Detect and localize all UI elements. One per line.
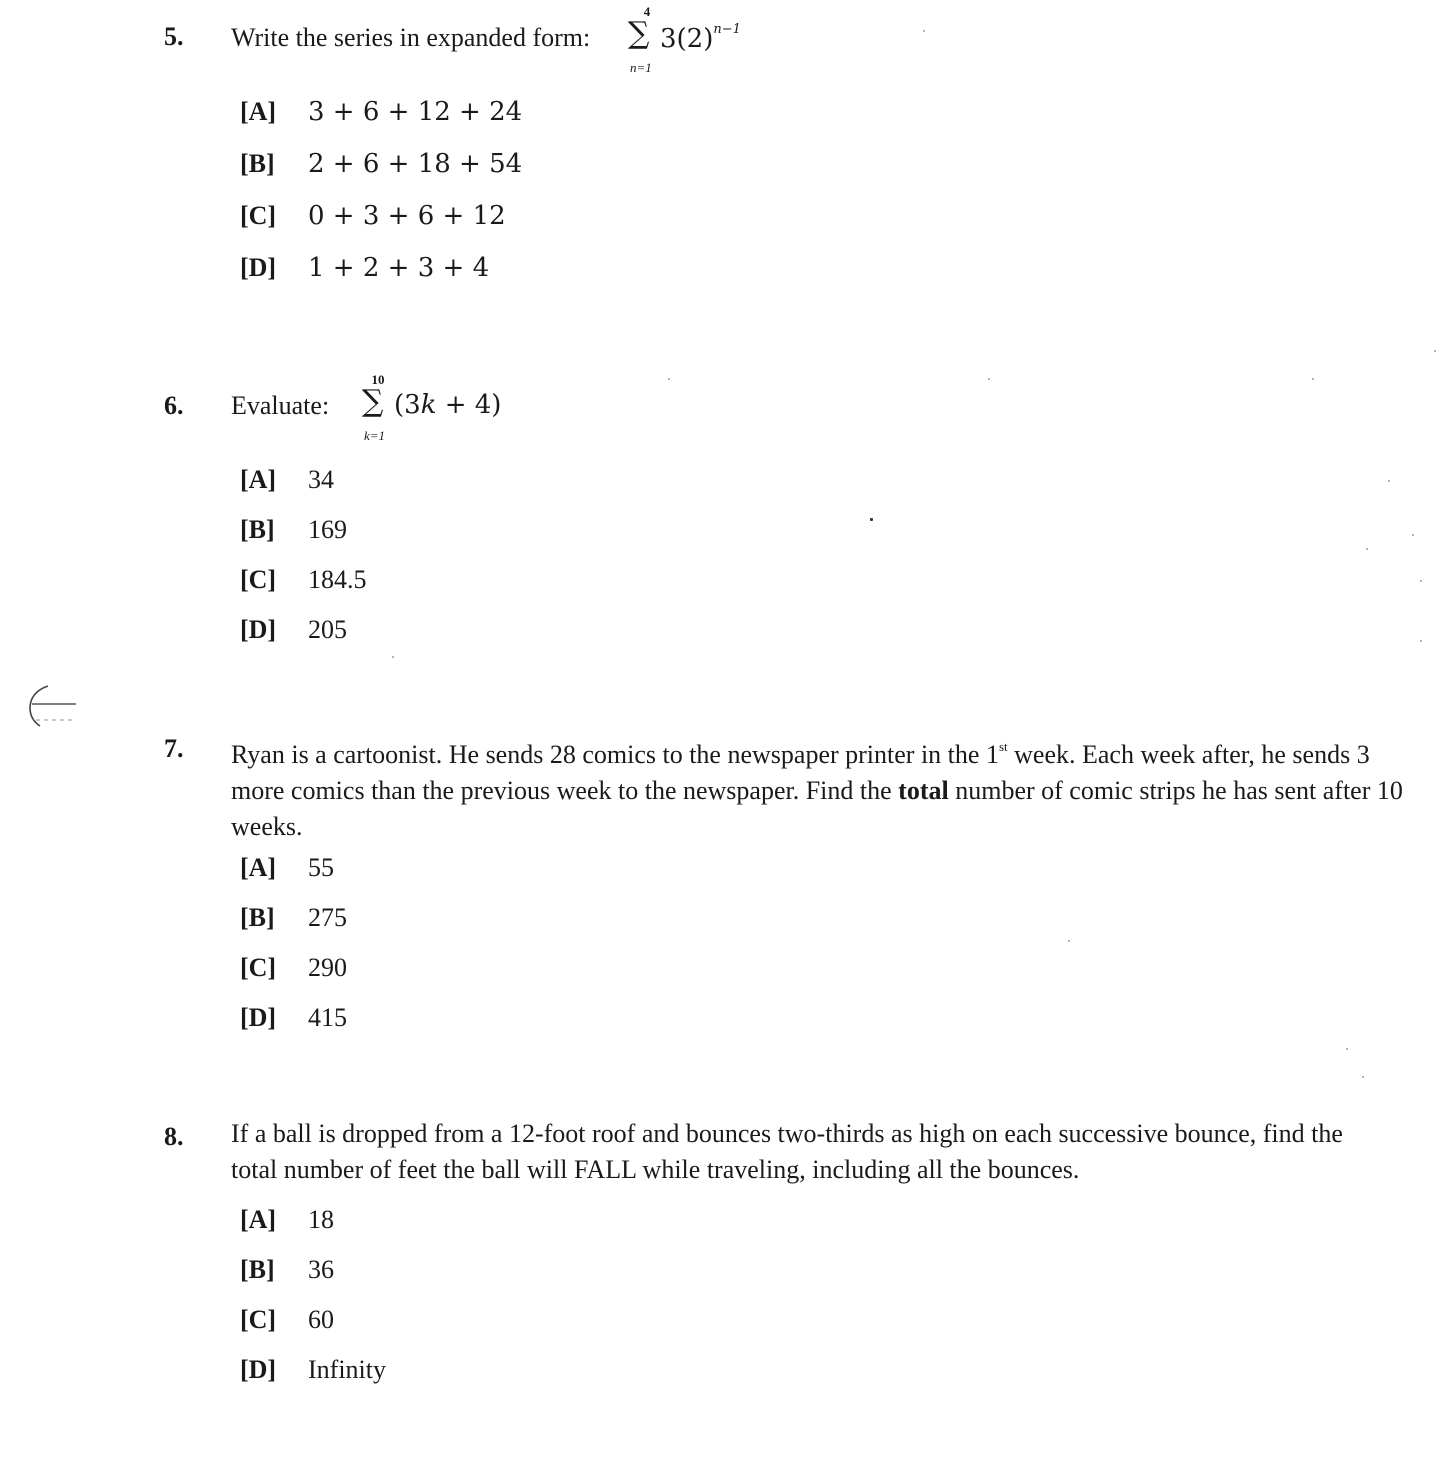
sigma-term-close: + 4) [436, 390, 502, 420]
choice-d[interactable] [240, 615, 347, 645]
choice-d[interactable] [240, 1355, 386, 1385]
choice-letter: [D] [240, 1355, 277, 1384]
choice-letter: [C] [240, 565, 277, 594]
sigma-upper-limit: 4 [643, 4, 651, 19]
prompt-text: week. Each week after, he sends 3 more comics than the previous week to the newspaper. Find the [231, 740, 1370, 805]
choice-value: 34 [308, 465, 334, 494]
question-number: 6. [164, 391, 184, 420]
choice-value: 36 [308, 1255, 334, 1284]
choice-c[interactable] [240, 201, 506, 231]
ordinal-superscript: st [998, 739, 1008, 754]
scan-speck [1412, 534, 1414, 536]
scan-speck [870, 518, 873, 521]
choice-b[interactable] [240, 515, 347, 545]
summation-expression [362, 372, 502, 446]
choice-value: 18 [308, 1205, 334, 1234]
question-prompt: Evaluate: [231, 391, 330, 420]
question-number: 8. [164, 1122, 184, 1151]
choice-letter: [C] [240, 201, 277, 230]
sigma-lower-limit: k=1 [364, 428, 386, 443]
sigma-coefficient: 3(2) [660, 24, 714, 54]
sigma-term [660, 22, 741, 54]
choice-b[interactable] [240, 903, 347, 933]
choice-letter: [D] [240, 253, 277, 282]
choice-value: 60 [308, 1305, 334, 1334]
question-number: 5. [164, 22, 184, 51]
choice-value: 205 [308, 615, 347, 644]
choice-value: 55 [308, 853, 334, 882]
sigma-exponent: n−1 [713, 22, 741, 37]
choice-b[interactable] [240, 149, 522, 179]
choice-letter: [A] [240, 97, 277, 126]
scan-speck [1420, 580, 1422, 582]
choice-value: 0 + 3 + 6 + 12 [308, 201, 506, 231]
choice-letter: [B] [240, 149, 275, 178]
choice-a[interactable] [240, 97, 522, 127]
choice-letter: [B] [240, 515, 275, 544]
choice-value: 169 [308, 515, 347, 544]
scan-speck [988, 378, 990, 380]
choice-value: 2 + 6 + 18 + 54 [308, 149, 523, 179]
choice-value: Infinity [308, 1355, 386, 1384]
question-prompt: Write the series in expanded form: [231, 23, 591, 52]
choice-a[interactable] [240, 853, 334, 883]
choice-letter: [B] [240, 1255, 275, 1284]
scan-speck [668, 378, 670, 380]
choice-letter: [C] [240, 953, 277, 982]
sigma-term-variable: k [420, 390, 437, 420]
scan-speck [1388, 480, 1390, 482]
prompt-text: Ryan is a cartoonist. He sends 28 comics to the newspaper printer in the 1 [231, 740, 999, 769]
question-prompt: If a ball is dropped from a 12-foot roof and bounces two-thirds as high on each successive bounce, find the total number of feet the ball will FALL while traveling, including all the bounces. [231, 1119, 1343, 1184]
sigma-lower-limit: n=1 [630, 60, 652, 75]
scan-speck [392, 656, 394, 658]
choice-letter: [D] [240, 615, 277, 644]
scan-speck [1312, 378, 1314, 380]
summation-expression [628, 4, 758, 76]
scan-speck [1434, 350, 1436, 352]
choice-b[interactable] [240, 1255, 334, 1285]
choice-c[interactable] [240, 565, 367, 595]
sigma-term-open: (3 [394, 390, 421, 420]
choice-value: 415 [308, 1003, 347, 1032]
choice-d[interactable] [240, 253, 489, 283]
choice-letter: [B] [240, 903, 275, 932]
scan-speck [1420, 640, 1422, 642]
scan-speck [923, 30, 925, 32]
choice-value: 290 [308, 953, 347, 982]
sigma-term [394, 390, 501, 420]
scan-speck [1362, 1076, 1364, 1078]
choice-c[interactable] [240, 953, 347, 983]
scan-speck [1366, 548, 1368, 550]
prompt-emphasis: total [898, 776, 949, 805]
choice-a[interactable] [240, 465, 334, 495]
choice-a[interactable] [240, 1205, 334, 1235]
sigma-upper-limit: 10 [371, 372, 385, 387]
scan-speck [1346, 1048, 1348, 1050]
choice-letter: [D] [240, 1003, 277, 1032]
choice-letter: [A] [240, 1205, 277, 1234]
choice-d[interactable] [240, 1003, 347, 1033]
scan-speck [1068, 940, 1070, 942]
choice-value: 184.5 [308, 565, 367, 594]
choice-letter: [C] [240, 1305, 277, 1334]
choice-c[interactable] [240, 1305, 334, 1335]
margin-arrow-mark [26, 682, 78, 730]
question-prompt [231, 729, 1411, 845]
choice-value: 1 + 2 + 3 + 4 [308, 253, 490, 283]
question-number: 7. [164, 734, 184, 763]
choice-letter: [A] [240, 465, 277, 494]
prompt-text: number of comic strips he has sent after 10 weeks. [231, 776, 1403, 841]
sigma-symbol: ∑ [628, 16, 650, 51]
sigma-symbol: ∑ [362, 384, 384, 419]
choice-value: 275 [308, 903, 347, 932]
choice-letter: [A] [240, 853, 277, 882]
choice-value: 3 + 6 + 12 + 24 [308, 97, 523, 127]
